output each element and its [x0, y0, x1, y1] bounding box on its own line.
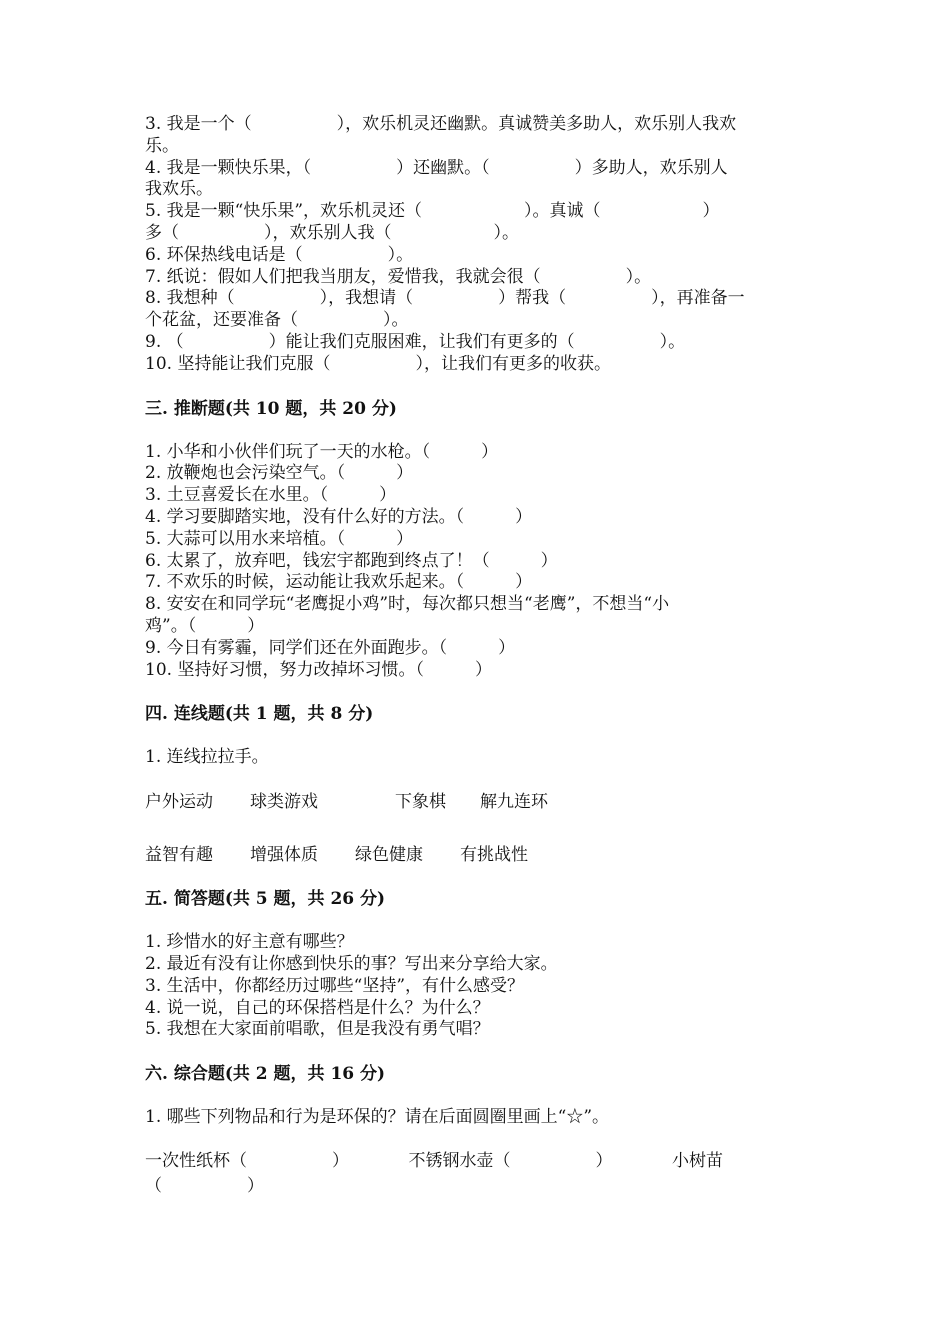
question-line: 1. 珍惜水的好主意有哪些？: [145, 932, 354, 953]
section-heading-matching: 四. 连线题(共 1 题，共 8 分): [145, 704, 374, 725]
question-line: 1. 连线拉拉手。: [145, 747, 269, 768]
question-line: 2. 最近有没有让你感到快乐的事？写出来分享给大家。: [145, 953, 558, 974]
question-line: 4. 学习要脚踏实地，没有什么好的方法。（ ）: [145, 506, 533, 527]
question-line: 9. （ ）能让我们克服困难，让我们有更多的（ ）。: [145, 331, 686, 352]
question-line: 5. 我想在大家面前唱歌，但是我没有勇气唱？: [145, 1019, 490, 1040]
question-line: 6. 太累了，放弃吧，钱宏宇都跑到终点了！（ ）: [145, 550, 558, 571]
question-line: 1. 哪些下列物品和行为是环保的？请在后面圆圈里画上“☆”。: [145, 1107, 610, 1128]
match-item[interactable]: 下象棋: [395, 792, 446, 813]
match-item[interactable]: 益智有趣: [145, 845, 213, 866]
question-line: 3. 我是一个（ ），欢乐机灵还幽默。真诚赞美多助人，欢乐别人我欢: [145, 114, 737, 134]
match-item[interactable]: 绿色健康: [355, 845, 423, 866]
question-line: 8. 我想种（ ），我想请（ ）帮我（ ），再准备一: [145, 288, 745, 309]
question-line: 鸡”。（ ）: [145, 615, 265, 636]
question-line: 10. 坚持好习惯，努力改掉坏习惯。（ ）: [145, 659, 492, 680]
question-line: 个花盆，还要准备（ ）。: [145, 310, 409, 331]
matching-row-bottom: [145, 844, 815, 866]
question-line: 4. 说一说，自己的环保搭档是什么？为什么？: [145, 997, 490, 1018]
match-item[interactable]: 解九连环: [480, 792, 548, 813]
matching-row-top: [145, 791, 815, 813]
match-item[interactable]: 增强体质: [250, 845, 318, 866]
section-heading-short-answer: 五. 简答题(共 5 题，共 26 分): [145, 889, 386, 910]
question-line: 5. 我是一颗“快乐果”，欢乐机灵还（ ）。真诚（ ）: [145, 201, 720, 222]
worksheet-page: [145, 114, 815, 1198]
match-item[interactable]: 有挑战性: [460, 845, 528, 866]
options-line: 一次性纸杯（ ） 不锈钢水壶（ ） 小树苗: [145, 1150, 723, 1171]
question-line: 2. 放鞭炮也会污染空气。（ ）: [145, 463, 414, 484]
question-line: 1. 小华和小伙伴们玩了一天的水枪。（ ）: [145, 441, 499, 462]
question-line: 乐。: [145, 135, 179, 156]
comprehensive-section: [145, 1107, 815, 1197]
match-item[interactable]: 户外运动: [145, 792, 213, 813]
question-line: 多（ ），欢乐别人我（ ）。: [145, 222, 519, 243]
question-line: 10. 坚持能让我们克服（ ），让我们有更多的收获。: [145, 353, 611, 374]
short-answer-section: [145, 932, 815, 1041]
fill-blank-section: [145, 114, 815, 376]
judge-section: [145, 442, 815, 682]
question-line: 9. 今日有雾霾，同学们还在外面跑步。（ ）: [145, 637, 516, 658]
question-line: 7. 纸说：假如人们把我当朋友，爱惜我，我就会很（ ）。: [145, 266, 652, 287]
section-heading-comprehensive: 六. 综合题(共 2 题，共 16 分): [145, 1064, 386, 1085]
question-line: 3. 土豆喜爱长在水里。（ ）: [145, 485, 397, 506]
question-line: 5. 大蒜可以用水来培植。（ ）: [145, 528, 414, 549]
question-line: 3. 生活中，你都经历过哪些“坚持”，有什么感受？: [145, 975, 525, 996]
question-line: 8. 安安在和同学玩“老鹰捉小鸡”时，每次都只想当“老鹰”，不想当“小: [145, 594, 670, 615]
matching-section: [145, 747, 815, 866]
question-line: 6. 环保热线电话是（ ）。: [145, 244, 414, 265]
options-line: （ ）: [145, 1175, 264, 1196]
section-heading-judge: 三. 推断题(共 10 题，共 20 分): [145, 398, 397, 419]
match-item[interactable]: 球类游戏: [250, 792, 318, 813]
question-line: 4. 我是一颗快乐果，（ ）还幽默。（ ）多助人，欢乐别人: [145, 157, 728, 178]
question-line: 我欢乐。: [145, 179, 213, 200]
question-line: 7. 不欢乐的时候，运动能让我欢乐起来。（ ）: [145, 572, 533, 593]
